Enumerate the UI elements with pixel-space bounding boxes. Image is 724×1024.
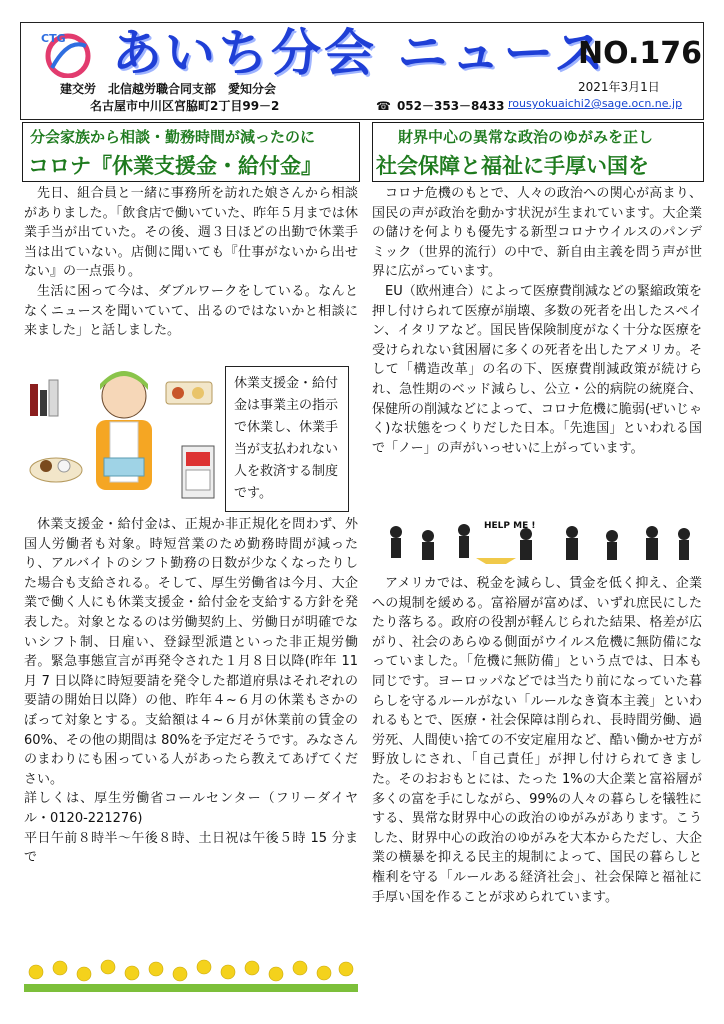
phone-number: 052－353－8433 [396, 99, 505, 113]
right-para-3: アメリカでは、税金を減らし、賃金を低く抑え、企業への規制を緩める。富裕層が富めば、いずれ庶民にしたたり落ちる。政府の役割が軽んじられた結果、格差が広がり、社会のあらゆる側面がウイルス危機に無防備になっていました。「危機に無防備」という点では、日本も同じです。ヨーロッパなどでは当たり前になっていた暮らしを守るルールがない「ルールなき資本主義」といわれるもとで、医療・社会保障は削られ、長時間労働、過労死、人間使い捨ての不安定雇用など、酷い働かせ方が野放しにされ、「自己責任」が押し付けられてきました。そのおおもとには、たった 1%の大企業と富裕層が多くの富を手にしながら、99%の人々の暮らしを犠牲にする、異常な財界中心の政治のゆがみがあります。こうした、財界中心の政治のゆがみを大本からただし、大企業の横暴を抑える民主的規制によって、国民の暮らしと権利を守る「ルールある経済社会」、社会保障と福祉に手厚い国を作ることが求められています。 [372, 576, 702, 905]
right-headline-sub: 財界中心の異常な政治のゆがみを正し [398, 128, 654, 146]
right-para-1: コロナ危機のもとで、人々の政治への関心が高まり、国民の声が政治を動かす状況が生まれています。大企業の儲けを何よりも優先する新型コロナウイルスのパンデミック（世界的流行）の中で、新自由主義を問う声が世界に広がっています。 [372, 186, 702, 280]
right-article-body [372, 574, 702, 907]
issue-number: NO.176 [578, 36, 702, 71]
contact-email[interactable]: rousyokuaichi2@sage.ocn.ne.jp [508, 97, 683, 110]
organization-address: 名古屋市中川区宮脇町2丁目99－2 [90, 99, 280, 113]
relief-definition-box: 休業支援金・給付金は事業主の指示で休業し、休業手当が支払われない人を救済する制度です。 [225, 366, 349, 512]
left-headline-main: コロナ『休業支援金・給付金』 [28, 154, 322, 178]
contact-phone [376, 97, 504, 114]
newsletter-title: あいち分会 ニュース [112, 24, 607, 82]
left-para-3: 休業支援金・給付金は、正規か非正規化を問わず、外国人労働者も対象。時短営業のため勤務時間が減ったり、アルバイトのシフト勤務の日数が少なくなったりした場合も支給される。そして、厚生労働省は今月、大企業で働く人にも休業支援金・給付金を支給する方針を発表した。対象となるのは労働契約上、労働日が明確でないシフト制、日雇い、登録型派遣といった非正規労働者。緊急事態宣言が再発令された１月８日以降(昨年 11 月 7 日以降に時短要請を発令した都道府県はそれぞれの要請の開始日以降）の他、昨年４~６月の休業もさかのぼって対象とする。支給額は４~６月が休業前の賃金の 60%、その他の期間は 80%を予定だそうです。みなさんのまわりにも困っている人があったら教えてあげてください。 [24, 517, 358, 787]
phone-icon: ☎ [376, 99, 391, 113]
illustration-worker-serving-food [26, 362, 221, 508]
right-para-2: EU（欧州連合）によって医療費削減などの緊縮政策を押し付けられて医療が崩壊、多数の死者を出したスペイン、イタリアなど。国民皆保険制度がなく十分な医療を受けられない貧困層に多くの死者を出したアメリカ。そして「構造改革」の名の下、医療費削減政策が続けられ、急性期のベッド減らし、公立・公的病院の統廃合、保健所の削減などによって、コロナ危機に脆弱(ぜいじゃく)な状態をつくりだした日本。「先進国」といわれる国で「ノー」の声がいっせいに上がっています。 [372, 283, 702, 456]
help-me-text: HELP ME ! [484, 521, 536, 531]
left-headline-sub: 分会家族から相談・勤務時間が減ったのに [30, 128, 316, 146]
left-article-body [24, 515, 358, 868]
left-para-2: 生活に困って今は、ダブルワークをしている。なんとなくニュースを聞いていて、出るのではないかと相談に来ました」と話しました。 [24, 283, 358, 339]
issue-date: 2021年3月1日 [578, 80, 660, 94]
illustration-people-in-distress [376, 518, 702, 568]
union-logo [38, 28, 94, 78]
left-para-4: 詳しくは、厚生労働省コールセンター（フリーダイヤル・0120-221276) [24, 791, 358, 826]
left-article-intro [24, 184, 358, 341]
organization-name: 建交労 北信越労職合同支部 愛知分会 [60, 82, 277, 96]
flower-border-decoration [24, 952, 358, 994]
logo-text: CTG [41, 32, 66, 45]
right-headline-main: 社会保障と福祉に手厚い国を [376, 154, 649, 178]
left-para-1: 先日、組合員と一緒に事務所を訪れた娘さんから相談がありました。「飲食店で働いていた、昨年５月までは休業手当が出ていた。その後、週３日ほどの出勤で休業手当は出ていない。店側に聞いても『仕事がないから出せない』の一点張り。 [24, 186, 358, 280]
right-article-intro [372, 184, 702, 458]
left-para-5: 平日午前８時半～午後８時、土日祝は午後５時 15 分まで [24, 830, 358, 866]
